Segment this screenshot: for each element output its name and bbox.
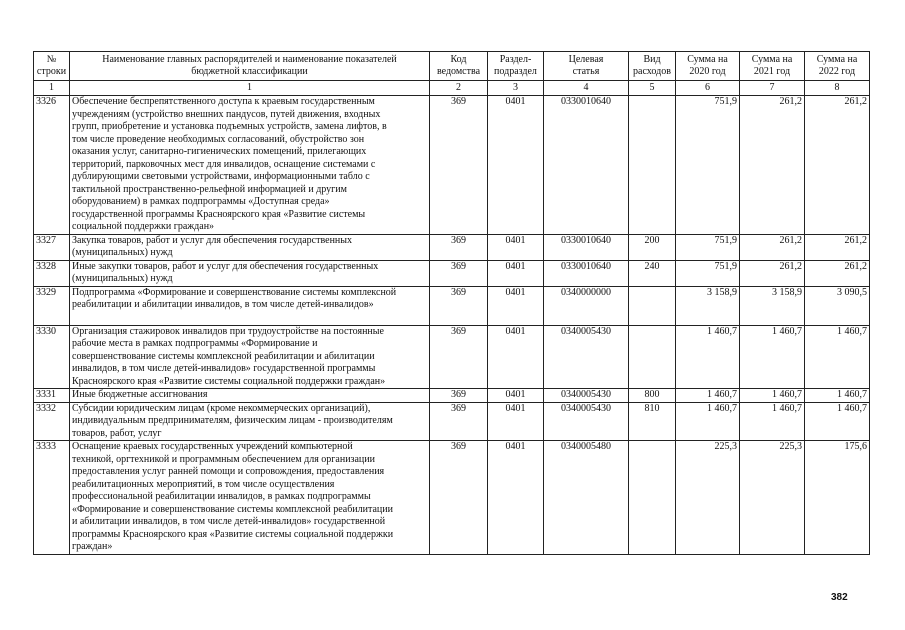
row-expense-type: 810 xyxy=(629,402,676,441)
column-index-row xyxy=(34,81,870,96)
table-row xyxy=(34,286,870,325)
page-number: 382 xyxy=(831,592,848,603)
row-sum-2021: 3 158,9 xyxy=(740,286,805,325)
row-target-item: 0340005430 xyxy=(544,389,629,403)
column-index: 2 xyxy=(430,81,488,96)
table-header xyxy=(34,52,870,96)
row-sum-2020: 1 460,7 xyxy=(676,325,740,389)
row-dept-code: 369 xyxy=(430,325,488,389)
row-target-item: 0340005480 xyxy=(544,441,629,555)
row-sum-2022: 261,2 xyxy=(805,260,870,286)
row-name: Субсидии юридическим лицам (кроме некоммерческих организаций), индивидуальным предпринимателям, физическим лицам - производителям товаров, работ, услуг xyxy=(70,402,430,441)
row-dept-code: 369 xyxy=(430,441,488,555)
table-body xyxy=(34,96,870,555)
row-sum-2021: 225,3 xyxy=(740,441,805,555)
column-index: 1 xyxy=(70,81,430,96)
row-dept-code: 369 xyxy=(430,96,488,235)
row-section: 0401 xyxy=(488,389,544,403)
row-expense-type xyxy=(629,96,676,235)
row-name: Организация стажировок инвалидов при трудоустройстве на постоянные рабочие места в рамках подпрограммы «Формирование и совершенствование системы комплексной реабилитации и абилитации инвалидов, в том числе детей-инвалидов» государственной программы Красноярского края «Развитие системы социальной поддержки граждан» xyxy=(70,325,430,389)
header-sum-2020: Сумма на 2020 год xyxy=(676,52,740,81)
row-sum-2022: 261,2 xyxy=(805,96,870,235)
table-row xyxy=(34,234,870,260)
row-expense-type: 240 xyxy=(629,260,676,286)
row-number: 3332 xyxy=(34,402,70,441)
table-row xyxy=(34,389,870,403)
row-sum-2020: 751,9 xyxy=(676,234,740,260)
row-sum-2022: 3 090,5 xyxy=(805,286,870,325)
row-sum-2022: 1 460,7 xyxy=(805,402,870,441)
row-section: 0401 xyxy=(488,286,544,325)
table-row xyxy=(34,325,870,389)
row-section: 0401 xyxy=(488,402,544,441)
row-sum-2020: 751,9 xyxy=(676,96,740,235)
row-number: 3328 xyxy=(34,260,70,286)
row-dept-code: 369 xyxy=(430,286,488,325)
table-row xyxy=(34,260,870,286)
table-row xyxy=(34,402,870,441)
table-row xyxy=(34,96,870,235)
row-expense-type: 200 xyxy=(629,234,676,260)
header-row-no: № строки xyxy=(34,52,70,81)
table-row xyxy=(34,441,870,555)
header-name: Наименование главных распорядителей и наименование показателей бюджетной классификации xyxy=(70,52,430,81)
row-number: 3326 xyxy=(34,96,70,235)
row-name: Закупка товаров, работ и услуг для обеспечения государственных (муниципальных) нужд xyxy=(70,234,430,260)
row-name: Обеспечение беспрепятственного доступа к краевым государственным учреждениям (устройство внешних пандусов, путей движения, входных групп, приобретение и установка подъемных устройств, замена лифтов, в том числе проведение необходимых согласований, обустройство зон оказания услуг, санитарно-гигиенических помещений, прилегающих территорий, парковочных мест для инвалидов, оснащение системами с дублирующими световыми устройствами, информационными табло с тактильной пространственно-рельефной информацией и другим оборудованием) в рамках подпрограммы «Доступная среда» государственной программы Красноярского края «Развитие системы социальной поддержки граждан» xyxy=(70,96,430,235)
row-sum-2021: 261,2 xyxy=(740,96,805,235)
row-name: Подпрограмма «Формирование и совершенствование системы комплексной реабилитации и абилитации инвалидов, в том числе детей-инвалидов» xyxy=(70,286,430,325)
row-dept-code: 369 xyxy=(430,234,488,260)
row-sum-2020: 1 460,7 xyxy=(676,389,740,403)
row-name: Иные бюджетные ассигнования xyxy=(70,389,430,403)
column-index: 7 xyxy=(740,81,805,96)
row-sum-2020: 1 460,7 xyxy=(676,402,740,441)
row-dept-code: 369 xyxy=(430,402,488,441)
row-sum-2021: 261,2 xyxy=(740,234,805,260)
row-sum-2021: 1 460,7 xyxy=(740,325,805,389)
row-section: 0401 xyxy=(488,441,544,555)
row-expense-type: 800 xyxy=(629,389,676,403)
row-number: 3333 xyxy=(34,441,70,555)
row-target-item: 0330010640 xyxy=(544,234,629,260)
row-expense-type xyxy=(629,325,676,389)
row-expense-type xyxy=(629,441,676,555)
row-target-item: 0340005430 xyxy=(544,402,629,441)
header-sum-2021: Сумма на 2021 год xyxy=(740,52,805,81)
column-index: 3 xyxy=(488,81,544,96)
header-target-item: Целевая статья xyxy=(544,52,629,81)
row-target-item: 0330010640 xyxy=(544,260,629,286)
row-expense-type xyxy=(629,286,676,325)
row-number: 3327 xyxy=(34,234,70,260)
row-dept-code: 369 xyxy=(430,260,488,286)
row-sum-2022: 175,6 xyxy=(805,441,870,555)
row-target-item: 0340005430 xyxy=(544,325,629,389)
row-sum-2021: 261,2 xyxy=(740,260,805,286)
row-sum-2020: 225,3 xyxy=(676,441,740,555)
column-index: 1 xyxy=(34,81,70,96)
column-index: 5 xyxy=(629,81,676,96)
row-name: Иные закупки товаров, работ и услуг для обеспечения государственных (муниципальных) нужд xyxy=(70,260,430,286)
row-name: Оснащение краевых государственных учреждений компьютерной техникой, оргтехникой и программным обеспечением для организации предоставления услуг ранней помощи и сопровождения, предоставления реабилитационных мероприятий, в том числе осуществления профессиональной реабилитации инвалидов, в рамках подпрограммы «Формирование и совершенствование системы комплексной реабилитации и абилитации инвалидов, в том числе детей-инвалидов» государственной программы Красноярского края «Развитие системы социальной поддержки граждан» xyxy=(70,441,430,555)
header-dept-code: Код ведомства xyxy=(430,52,488,81)
header-section: Раздел- подраздел xyxy=(488,52,544,81)
row-target-item: 0330010640 xyxy=(544,96,629,235)
row-sum-2022: 1 460,7 xyxy=(805,389,870,403)
row-sum-2022: 261,2 xyxy=(805,234,870,260)
row-section: 0401 xyxy=(488,325,544,389)
row-number: 3329 xyxy=(34,286,70,325)
header-sum-2022: Сумма на 2022 год xyxy=(805,52,870,81)
row-number: 3330 xyxy=(34,325,70,389)
row-dept-code: 369 xyxy=(430,389,488,403)
column-index: 4 xyxy=(544,81,629,96)
column-index: 6 xyxy=(676,81,740,96)
header-row xyxy=(34,52,870,81)
row-section: 0401 xyxy=(488,260,544,286)
row-sum-2020: 3 158,9 xyxy=(676,286,740,325)
column-index: 8 xyxy=(805,81,870,96)
row-section: 0401 xyxy=(488,234,544,260)
budget-table xyxy=(33,51,870,555)
row-sum-2021: 1 460,7 xyxy=(740,402,805,441)
row-target-item: 0340000000 xyxy=(544,286,629,325)
row-sum-2022: 1 460,7 xyxy=(805,325,870,389)
row-sum-2020: 751,9 xyxy=(676,260,740,286)
row-number: 3331 xyxy=(34,389,70,403)
row-sum-2021: 1 460,7 xyxy=(740,389,805,403)
row-section: 0401 xyxy=(488,96,544,235)
header-expense-type: Вид расходов xyxy=(629,52,676,81)
